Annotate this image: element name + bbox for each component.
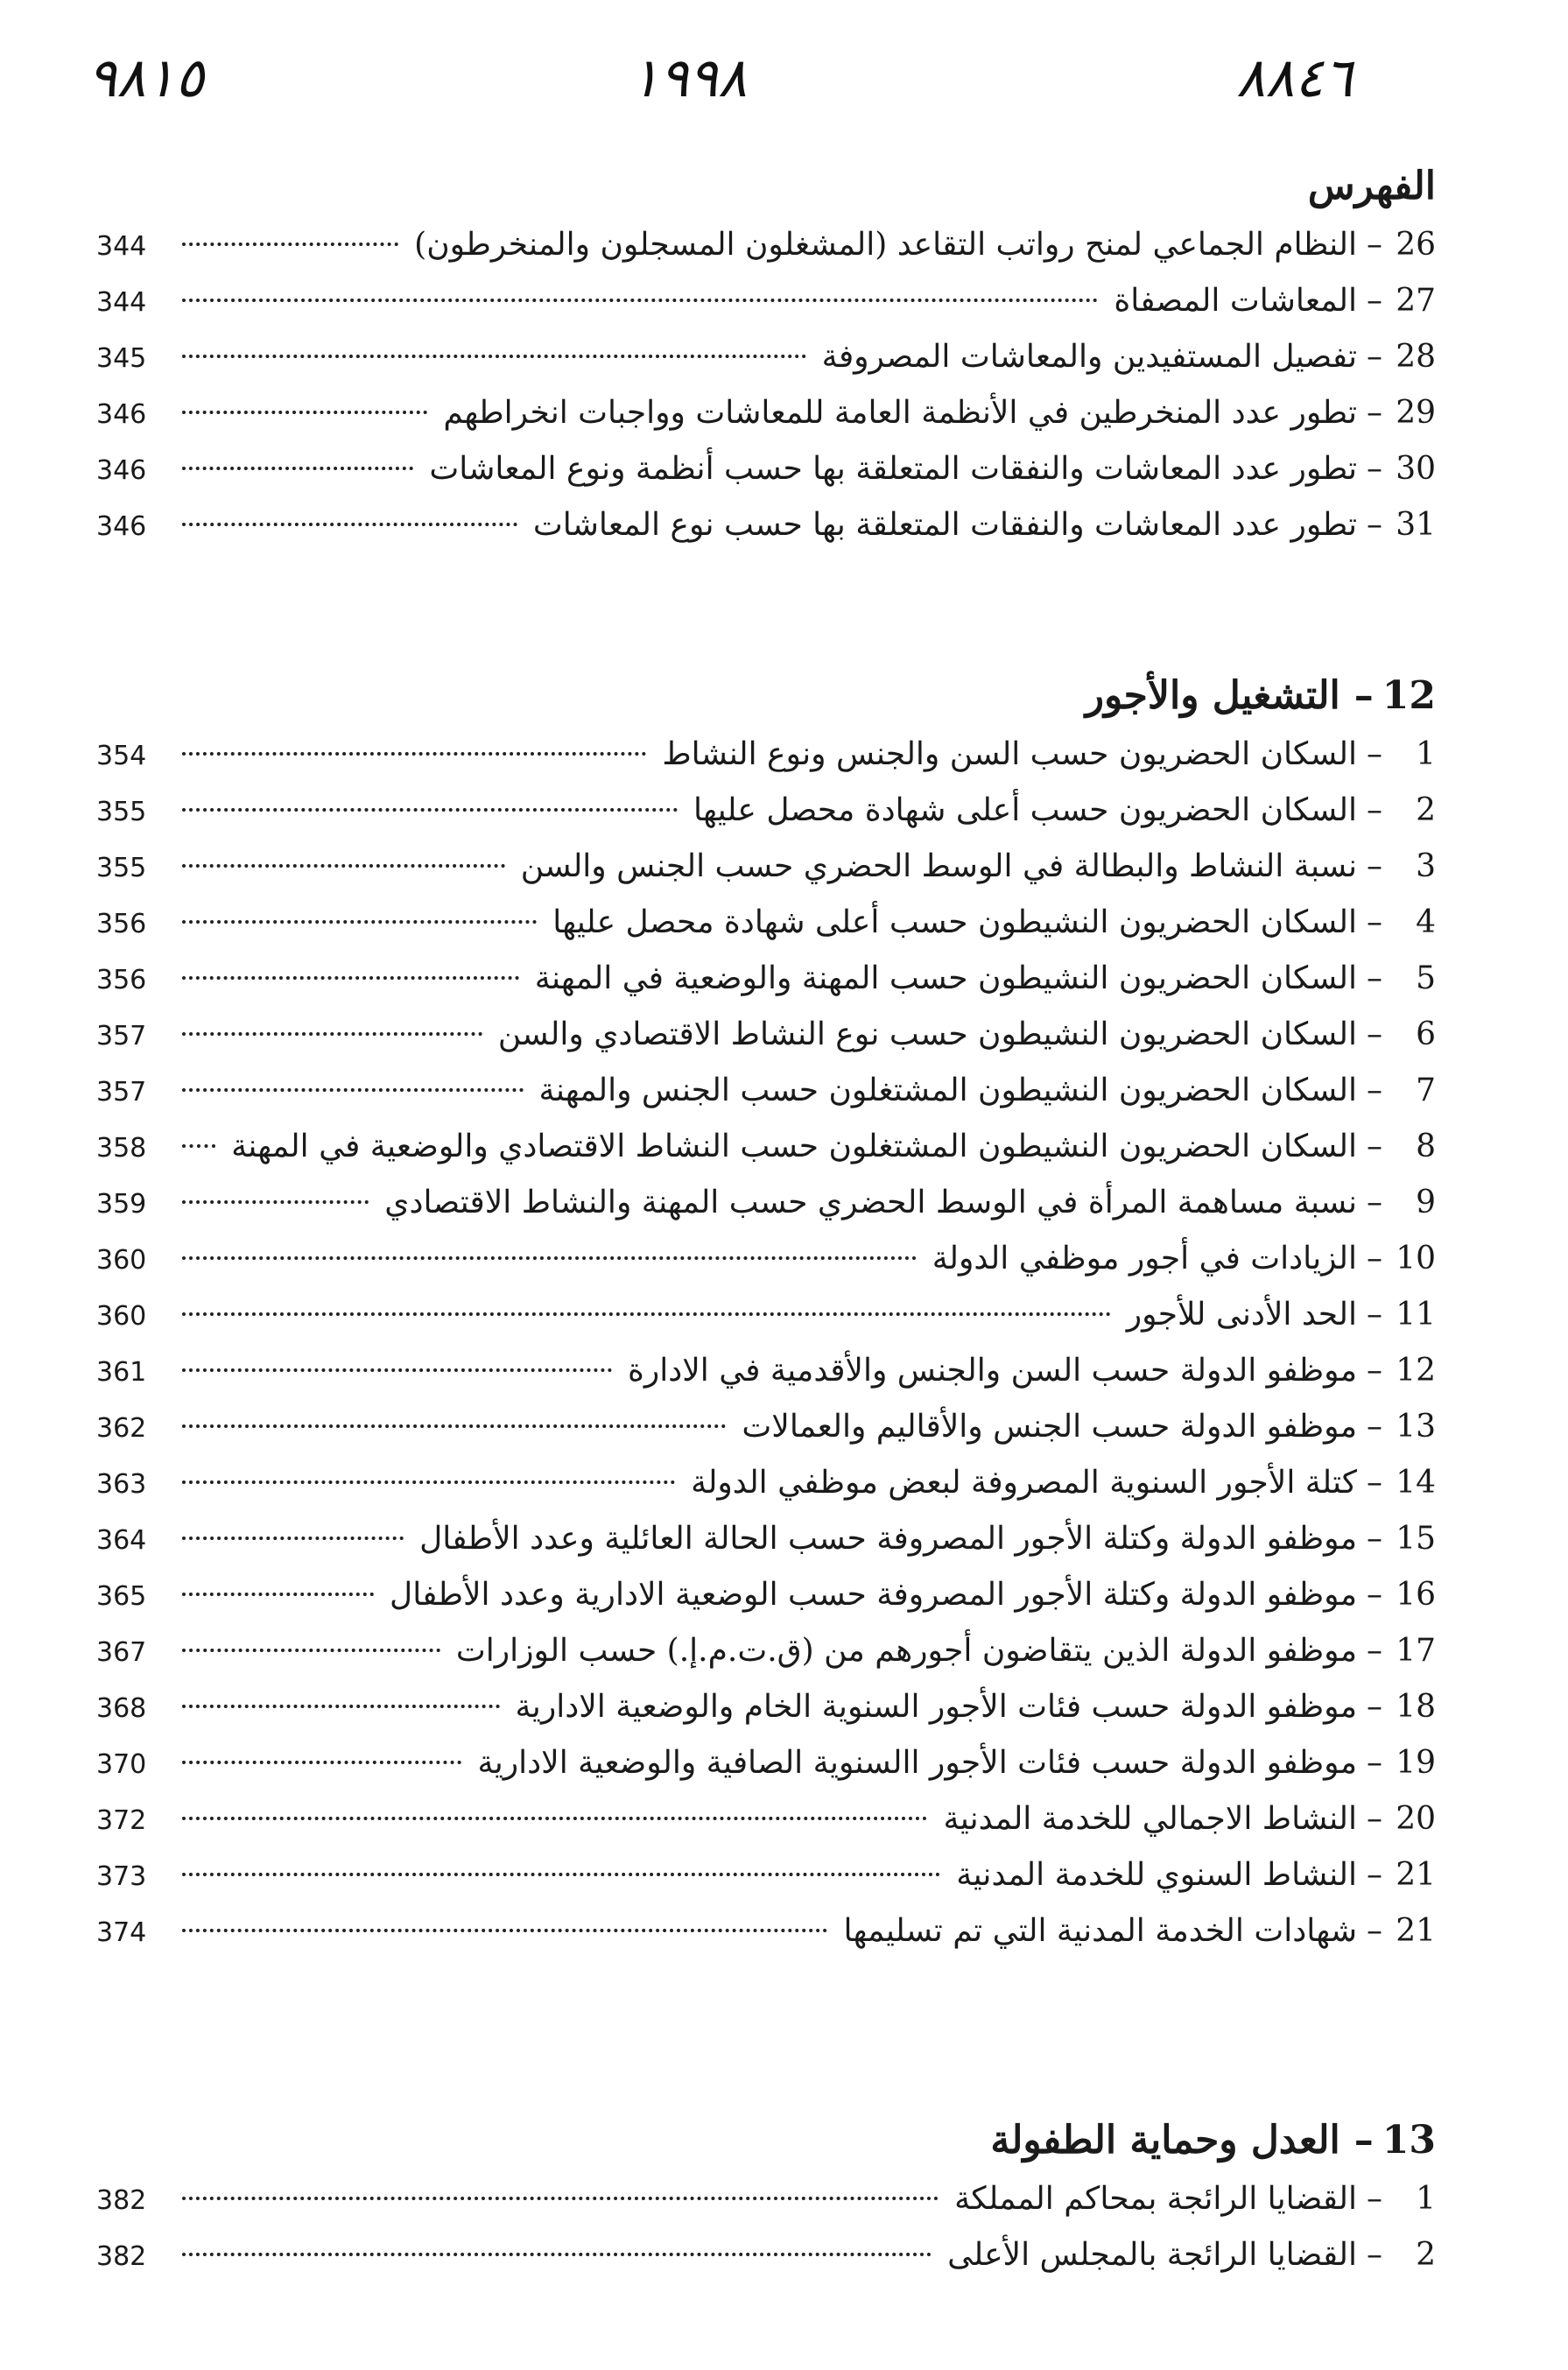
section-12-row — [96, 1175, 1436, 1231]
entry-number: 1 — [1416, 736, 1436, 772]
entry-title: تفصيل المستفيدين والمعاشات المصروفة — [821, 339, 1357, 375]
entry-dash: – — [1367, 2181, 1382, 2217]
entry-number: 2 — [1416, 792, 1436, 828]
dot-leader — [182, 1312, 1111, 1316]
index-title: الفهرس — [1307, 164, 1436, 208]
entry-page-number: 365 — [96, 1581, 147, 1612]
dot-leader — [182, 1705, 500, 1708]
entry-number: 1 — [1416, 2181, 1436, 2217]
entry-page-number: 374 — [96, 1917, 147, 1948]
entry-dash: – — [1367, 1185, 1382, 1220]
dot-leader — [182, 864, 505, 868]
entry-page-number: 355 — [96, 853, 147, 883]
section-11-row — [96, 273, 1436, 329]
entry-number: 26 — [1396, 227, 1436, 263]
entry-dash: – — [1367, 960, 1382, 996]
entry-number: 7 — [1416, 1072, 1436, 1108]
section-12-row — [96, 839, 1436, 895]
entry-dash: – — [1367, 1633, 1382, 1669]
section-12-row — [96, 1679, 1436, 1735]
entry-title: نسبة النشاط والبطالة في الوسط الحضري حسب الجنس والسن — [520, 848, 1357, 884]
section-12-row — [96, 1623, 1436, 1679]
entry-title: السكان الحضريون النشيطون حسب أعلى شهادة محصل عليها — [552, 904, 1357, 940]
entry-dash: – — [1367, 1353, 1382, 1389]
entry-page-number: 382 — [96, 2185, 147, 2216]
entry-dash: – — [1367, 395, 1382, 431]
section-12-number: 12 — [1382, 673, 1436, 718]
entry-dash: – — [1367, 1129, 1382, 1164]
dot-leader — [182, 1761, 461, 1764]
entry-page-number: 382 — [96, 2241, 147, 2272]
section-12-list — [96, 727, 1436, 1959]
dot-leader — [182, 1368, 612, 1372]
section-12-row — [96, 1735, 1436, 1791]
entry-page-number: 354 — [96, 741, 147, 771]
entry-number: 27 — [1396, 283, 1436, 319]
entry-number: 13 — [1396, 1409, 1436, 1445]
entry-dash: – — [1367, 507, 1382, 543]
section-13-number: 13 — [1382, 2118, 1436, 2163]
entry-page-number: 360 — [96, 1245, 147, 1276]
entry-page-number: 345 — [96, 343, 147, 374]
dot-leader — [182, 1929, 827, 1932]
entry-dash: – — [1367, 1801, 1382, 1837]
dot-leader — [182, 1200, 369, 1204]
entry-number: 2 — [1416, 2237, 1436, 2273]
entry-dash: – — [1367, 1465, 1382, 1501]
entry-dash: – — [1367, 1745, 1382, 1781]
section-13-row — [96, 2171, 1436, 2227]
entry-title: تطور عدد المنخرطين في الأنظمة العامة للمعاشات وواجبات انخراطهم — [443, 395, 1357, 431]
entry-title: كتلة الأجور السنوية المصروفة لبعض موظفي الدولة — [691, 1465, 1357, 1501]
entry-dash: – — [1367, 227, 1382, 263]
dot-leader — [182, 1256, 917, 1260]
section-12-dash: – — [1354, 673, 1374, 718]
section-13-title: العدل وحماية الطفولة — [990, 2118, 1340, 2163]
dot-leader — [182, 243, 398, 246]
entry-number: 20 — [1396, 1801, 1436, 1837]
entry-number: 5 — [1416, 960, 1436, 996]
entry-dash: – — [1367, 1689, 1382, 1725]
entry-title: المعاشات المصفاة — [1114, 283, 1357, 319]
entry-page-number: 356 — [96, 909, 147, 939]
entry-page-number: 357 — [96, 1077, 147, 1108]
dot-leader — [182, 2197, 939, 2200]
entry-title: موظفو الدولة وكتلة الأجور المصروفة حسب الوضعية الادارية وعدد الأطفال — [390, 1577, 1357, 1613]
entry-dash: – — [1367, 1913, 1382, 1949]
entry-title: السكان الحضريون حسب السن والجنس ونوع النشاط — [662, 736, 1357, 772]
entry-page-number: 363 — [96, 1469, 147, 1500]
section-12-row — [96, 1399, 1436, 1455]
entry-page-number: 368 — [96, 1693, 147, 1724]
section-12-row — [96, 1847, 1436, 1903]
entry-title: النشاط الاجمالي للخدمة المدنية — [943, 1801, 1357, 1837]
entry-number: 17 — [1396, 1633, 1436, 1669]
entry-title: شهادات الخدمة المدنية التي تم تسليمها — [843, 1913, 1357, 1949]
entry-dash: – — [1367, 1241, 1382, 1276]
dot-leader — [182, 1649, 440, 1652]
entry-title: موظفو الدولة حسب فئات الأجور االسنوية الصافية والوضعية الادارية — [477, 1745, 1357, 1781]
section-12-row — [96, 783, 1436, 839]
handwritten-note-left: ٩٨١٥ — [88, 46, 205, 109]
entry-number: 28 — [1396, 339, 1436, 375]
dot-leader — [182, 920, 537, 924]
entry-title: الحد الأدنى للأجور — [1126, 1297, 1357, 1333]
entry-dash: – — [1367, 1409, 1382, 1445]
dot-leader — [182, 1817, 927, 1820]
entry-dash: – — [1367, 848, 1382, 884]
section-11-row — [96, 497, 1436, 553]
entry-title: السكان الحضريون النشيطون حسب المهنة والوضعية في المهنة — [534, 960, 1357, 996]
entry-page-number: 361 — [96, 1357, 147, 1388]
section-11-row — [96, 329, 1436, 385]
section-13 — [96, 2110, 1436, 2283]
entry-title: القضايا الرائجة بالمجلس الأعلى — [947, 2237, 1357, 2273]
entry-title: السكان الحضريون النشيطون المشتغلون حسب الجنس والمهنة — [538, 1072, 1357, 1108]
entry-page-number: 346 — [96, 399, 147, 430]
entry-number: 30 — [1396, 451, 1436, 487]
entry-number: 14 — [1396, 1465, 1436, 1501]
dot-leader — [182, 355, 806, 358]
section-12-row — [96, 1567, 1436, 1623]
entry-number: 31 — [1396, 507, 1436, 543]
section-12-row — [96, 1231, 1436, 1287]
entry-title: السكان الحضريون النشيطون حسب نوع النشاط الاقتصادي والسن — [497, 1016, 1357, 1052]
entry-title: الزيادات في أجور موظفي الدولة — [932, 1241, 1357, 1276]
entry-title: نسبة مساهمة المرأة في الوسط الحضري حسب المهنة والنشاط الاقتصادي — [384, 1185, 1357, 1220]
entry-dash: – — [1367, 1072, 1382, 1108]
entry-dash: – — [1367, 1016, 1382, 1052]
entry-page-number: 373 — [96, 1861, 147, 1892]
section-12-row — [96, 727, 1436, 783]
entry-title: السكان الحضريون النشيطون المشتغلون حسب النشاط الاقتصادي والوضعية في المهنة — [231, 1129, 1357, 1164]
entry-dash: – — [1367, 1577, 1382, 1613]
section-12-row — [96, 1343, 1436, 1399]
entry-dash: – — [1367, 1297, 1382, 1333]
section-11-row — [96, 217, 1436, 273]
entry-page-number: 356 — [96, 965, 147, 995]
entry-number: 4 — [1416, 904, 1436, 940]
dot-leader — [182, 1480, 675, 1484]
dot-leader — [182, 1873, 940, 1876]
entry-page-number: 359 — [96, 1189, 147, 1220]
dot-leader — [182, 752, 646, 756]
entry-number: 12 — [1396, 1353, 1436, 1389]
section-11-list — [96, 217, 1436, 553]
dot-leader — [182, 1088, 524, 1092]
entry-dash: – — [1367, 451, 1382, 487]
section-13-list — [96, 2171, 1436, 2283]
dot-leader — [182, 2253, 932, 2256]
dot-leader — [182, 1537, 404, 1540]
section-11-continued — [96, 156, 1436, 553]
section-13-dash: – — [1354, 2118, 1374, 2163]
entry-number: 3 — [1416, 848, 1436, 884]
entry-title: النظام الجماعي لمنح رواتب التقاعد (المشغلون المسجلون والمنخرطون) — [414, 227, 1357, 263]
section-12-row — [96, 1119, 1436, 1175]
entry-dash: – — [1367, 736, 1382, 772]
section-13-heading — [96, 2110, 1436, 2171]
entry-number: 6 — [1416, 1016, 1436, 1052]
entry-page-number: 367 — [96, 1637, 147, 1668]
dot-leader — [182, 808, 678, 812]
entry-title: تطور عدد المعاشات والنفقات المتعلقة بها حسب أنظمة ونوع المعاشات — [429, 451, 1357, 487]
entry-number: 19 — [1396, 1745, 1436, 1781]
section-11-row — [96, 441, 1436, 497]
dot-leader — [182, 467, 413, 470]
section-12-row — [96, 1791, 1436, 1847]
entry-page-number: 360 — [96, 1301, 147, 1332]
entry-page-number: 357 — [96, 1021, 147, 1051]
entry-title: القضايا الرائجة بمحاكم المملكة — [954, 2181, 1357, 2217]
section-12-row — [96, 895, 1436, 951]
dot-leader — [182, 411, 427, 414]
dot-leader — [182, 1144, 215, 1148]
entry-page-number: 364 — [96, 1525, 147, 1556]
entry-title: النشاط السنوي للخدمة المدنية — [956, 1857, 1357, 1893]
entry-number: 11 — [1396, 1297, 1436, 1333]
entry-title: موظفو الدولة وكتلة الأجور المصروفة حسب الحالة العائلية وعدد الأطفال — [419, 1521, 1357, 1557]
entry-title: موظفو الدولة الذين يتقاضون أجورهم من (ق.ت.م.إ.) حسب الوزارات — [455, 1633, 1357, 1669]
entry-title: تطور عدد المعاشات والنفقات المتعلقة بها حسب نوع المعاشات — [532, 507, 1357, 543]
dot-leader — [182, 976, 519, 980]
dot-leader — [182, 1593, 374, 1596]
entry-dash: – — [1367, 792, 1382, 828]
section-12-row — [96, 1455, 1436, 1511]
entry-title: موظفو الدولة حسب السن والجنس والأقدمية في الادارة — [627, 1353, 1357, 1389]
entry-page-number: 372 — [96, 1805, 147, 1836]
entry-page-number: 358 — [96, 1133, 147, 1164]
section-12-row — [96, 1511, 1436, 1567]
dot-leader — [182, 1032, 482, 1036]
handwritten-note-right: ٨٨٤٦ — [1236, 46, 1354, 109]
handwritten-note-center: ١٩٩٨ — [630, 46, 748, 109]
section-11-row — [96, 385, 1436, 441]
dot-leader — [182, 299, 1098, 302]
entry-number: 15 — [1396, 1521, 1436, 1557]
entry-dash: – — [1367, 2237, 1382, 2273]
entry-page-number: 355 — [96, 797, 147, 827]
section-12-row — [96, 1903, 1436, 1959]
entry-page-number: 346 — [96, 511, 147, 542]
dot-leader — [182, 523, 517, 526]
entry-dash: – — [1367, 904, 1382, 940]
section-12-row — [96, 1007, 1436, 1063]
section-12-title: التشغيل والأجور — [1085, 673, 1340, 718]
entry-number: 9 — [1416, 1185, 1436, 1220]
entry-dash: – — [1367, 1857, 1382, 1893]
entry-number: 29 — [1396, 395, 1436, 431]
entry-number: 21 — [1396, 1913, 1436, 1949]
section-13-row — [96, 2227, 1436, 2283]
entry-page-number: 346 — [96, 455, 147, 486]
entry-title: موظفو الدولة حسب الجنس والأقاليم والعمالات — [742, 1409, 1357, 1445]
entry-page-number: 370 — [96, 1749, 147, 1780]
entry-page-number: 344 — [96, 231, 147, 262]
entry-title: السكان الحضريون حسب أعلى شهادة محصل عليها — [693, 792, 1357, 828]
entry-number: 10 — [1396, 1241, 1436, 1276]
dot-leader — [182, 1424, 726, 1428]
section-12-row — [96, 1063, 1436, 1119]
section-12-row — [96, 1287, 1436, 1343]
entry-dash: – — [1367, 1521, 1382, 1557]
section-12-row — [96, 951, 1436, 1007]
entry-dash: – — [1367, 339, 1382, 375]
entry-number: 8 — [1416, 1129, 1436, 1164]
section-12-heading — [96, 665, 1436, 727]
entry-title: موظفو الدولة حسب فئات الأجور السنوية الخام والوضعية الادارية — [515, 1689, 1357, 1725]
entry-page-number: 344 — [96, 287, 147, 318]
entry-number: 18 — [1396, 1689, 1436, 1725]
entry-number: 21 — [1396, 1857, 1436, 1893]
entry-dash: – — [1367, 283, 1382, 319]
section-12 — [96, 665, 1436, 1959]
entry-page-number: 362 — [96, 1413, 147, 1444]
entry-number: 16 — [1396, 1577, 1436, 1613]
